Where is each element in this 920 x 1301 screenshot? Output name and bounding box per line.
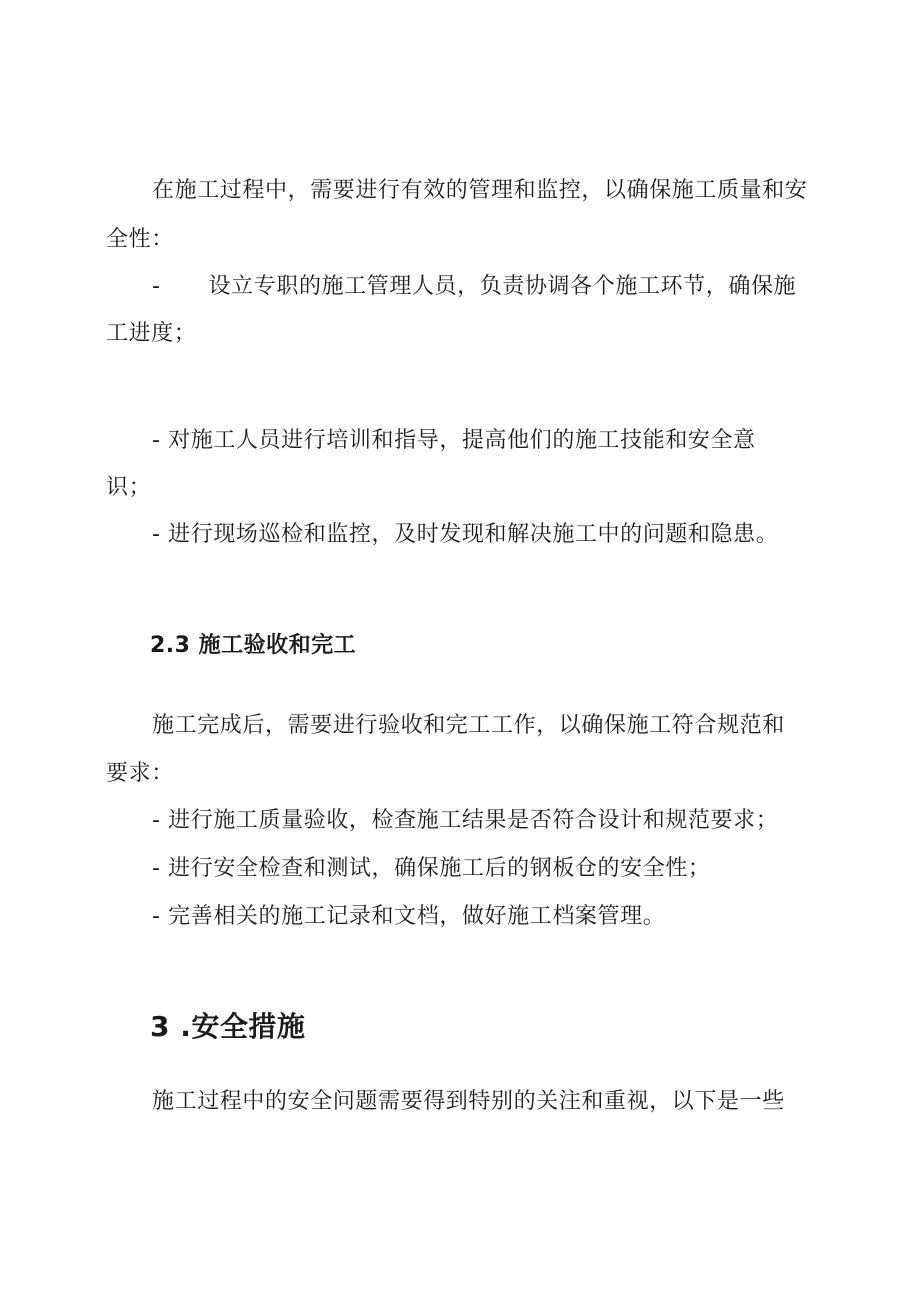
list-item-3: - 进行现场巡检和监控，及时发现和解决施工中的问题和隐患。 [152, 522, 779, 547]
list-item-1-line2: 工进度； [106, 321, 197, 346]
list-dash: - [152, 274, 161, 299]
para1-line1: 在施工过程中，需要进行有效的管理和监控，以确保施工质量和安 [152, 178, 808, 203]
list-item-2-line1: - 对施工人员进行培训和指导，提高他们的施工技能和安全意 [152, 428, 756, 453]
section-2-3-heading: 2.3 施工验收和完工 [150, 633, 357, 658]
section-3-heading: 3 .安全措施 [150, 1010, 306, 1043]
section-3-para-line1: 施工过程中的安全问题需要得到特别的关注和重视，以下是一些 [152, 1089, 785, 1114]
section-2-3-item-1: - 进行施工质量验收，检查施工结果是否符合设计和规范要求； [152, 808, 779, 833]
section-2-3-item-3: - 完善相关的施工记录和文档，做好施工档案管理。 [152, 904, 666, 929]
section-2-3-item-2: - 进行安全检查和测试，确保施工后的钢板仓的安全性； [152, 856, 711, 881]
section-2-3-para-line1: 施工完成后，需要进行验收和完工工作，以确保施工符合规范和 [152, 713, 785, 738]
list-item-2-line2: 识； [106, 475, 152, 500]
para1-line2: 全性： [106, 227, 174, 252]
list-item-1-line1 [152, 273, 796, 301]
list-item-1-text: 设立专职的施工管理人员，负责协调各个施工环节，确保施 [208, 274, 797, 299]
section-2-3-para-line2: 要求： [106, 761, 174, 786]
